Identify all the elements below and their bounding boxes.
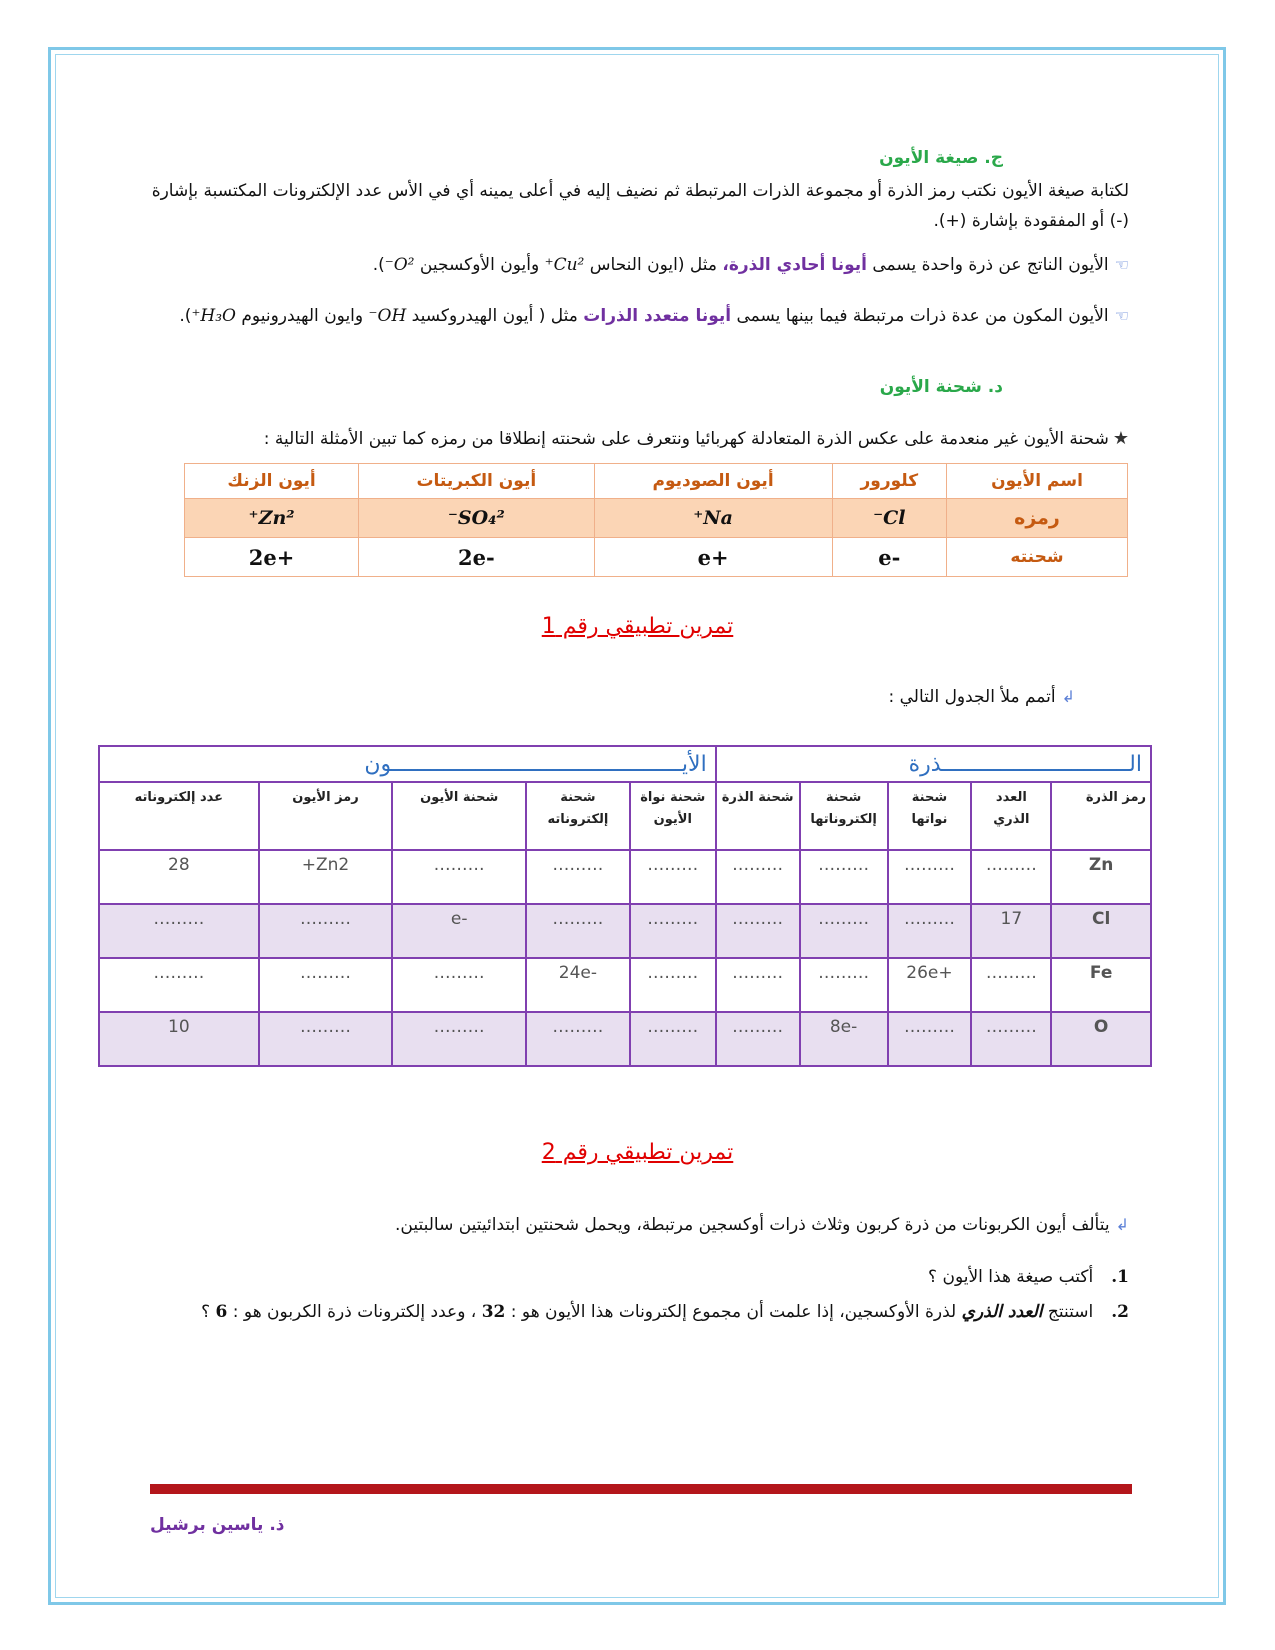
table-cell: Cl⁻ [832,499,946,538]
column-header: العدد الذري [971,782,1051,850]
table-group-row [99,746,1151,782]
table-cell: ……… [716,958,800,1012]
table-cell: +26e [888,958,972,1012]
table-row [185,538,1128,577]
ion-examples-table [184,463,1128,577]
table-cell: +2e [185,538,359,577]
exercise-1-title: تمرين تطبيقي رقم 1 [541,614,734,639]
table-cell: ……… [392,850,526,904]
table-cell: 10 [99,1012,259,1066]
table-cell: ……… [526,904,630,958]
footer-divider [150,1484,1132,1494]
table-cell: كلورور [832,464,946,499]
table-label: اسم الأيون [946,464,1127,499]
table-cell: ……… [630,1012,716,1066]
table-cell: Fe [1051,958,1151,1012]
table-cell: ……… [99,958,259,1012]
table-cell: ……… [259,958,393,1012]
table-cell: ……… [526,850,630,904]
pointing-hand-icon: ☜ [1114,306,1129,325]
bullet-monoatomic: ☜الأيون الناتج عن ذرة واحدة يسمى أيونا أحادي الذرة، مثل (ايون النحاس Cu²⁺ وأيون الأوكسجين O²⁻). [372,255,1129,275]
pointing-hand-icon: ☜ [1114,255,1129,274]
table-cell: ……… [971,958,1051,1012]
table-cell: ……… [630,958,716,1012]
table-cell: 28 [99,850,259,904]
column-header: شحنة نواتها [888,782,972,850]
table-cell: Zn2+ [259,850,393,904]
table-cell: Cl [1051,904,1151,958]
table-row [185,464,1128,499]
table-cell: ……… [259,904,393,958]
table-row [99,958,1151,1012]
table-row [99,850,1151,904]
column-header: رمز الأيون [259,782,393,850]
table-cell: أيون الصوديوم [594,464,832,499]
table-cell: ……… [800,850,888,904]
table-cell: Na⁺ [594,499,832,538]
table-cell: ……… [392,958,526,1012]
table-row [99,1012,1151,1066]
table-cell: أيون الكبريتات [359,464,594,499]
table-header-row [99,782,1151,850]
group-header-atom: الـــــــــــــــــــــــــــــذرة [716,746,1151,782]
column-header: شحنة الذرة [716,782,800,850]
table-cell: ……… [526,1012,630,1066]
table-cell: ……… [971,1012,1051,1066]
table-label: شحنته [946,538,1127,577]
table-cell: -8e [800,1012,888,1066]
column-header: شحنة الأيون [392,782,526,850]
table-cell: ……… [888,1012,972,1066]
star-icon: ★ [1112,428,1129,449]
question-2: 2.استنتج العدد الذري لذرة الأوكسجين، إذا علمت أن مجموع إلكترونات هذا الأيون هو : 32 ، وعدد إلكترونات ذرة الكربون هو : 6 ؟ [201,1302,1129,1322]
table-row [99,904,1151,958]
section-c-heading: ج. صيغة الأيون [879,148,1003,168]
table-cell: +e [594,538,832,577]
table-label: رمزه [946,499,1127,538]
column-header: رمز الذرة [1051,782,1151,850]
table-cell: ……… [716,904,800,958]
exercise-2-intro: ↲يتألف أيون الكربونات من ذرة كربون وثلاث ذرات أوكسجين مرتبطة، ويحمل شحنتين ابتدائيتين سالبتين. [394,1215,1129,1235]
table-cell: Zn²⁺ [185,499,359,538]
section-d-intro: ★شحنة الأيون غير منعدمة على عكس الذرة المتعادلة كهربائيا ونتعرف على شحنته إنطلاقا من رمزه كما تبين الأمثلة التالية : [263,428,1129,449]
table-cell: ……… [888,850,972,904]
table-cell: -e [392,904,526,958]
author-name: ذ. ياسين برشيل [150,1515,285,1535]
table-cell: ……… [259,1012,393,1066]
arrow-icon: ↲ [1061,687,1075,706]
arrow-icon: ↲ [1115,1215,1129,1234]
table-cell: -e [832,538,946,577]
table-cell: -2e [359,538,594,577]
table-cell: Zn [1051,850,1151,904]
table-cell: ……… [99,904,259,958]
table-cell: 17 [971,904,1051,958]
column-header: عدد إلكتروناته [99,782,259,850]
column-header: شحنة إلكتروناتها [800,782,888,850]
exercise-1-instruction: ↲أتمم ملأ الجدول التالي : [888,687,1075,707]
table-cell: ……… [971,850,1051,904]
table-cell: -24e [526,958,630,1012]
section-c-intro: لكتابة صيغة الأيون نكتب رمز الذرة أو مجموعة الذرات المرتبطة ثم نضيف إليه في أعلى يمينه أي في الأس عدد الإلكترونات المكتسبة بإشارة (-) أو المفقودة بإشارة (+). [151,181,1129,231]
question-1: 1.أكتب صيغة هذا الأيون ؟ [928,1267,1129,1287]
exercise-2-title: تمرين تطبيقي رقم 2 [541,1140,734,1165]
table-cell: ……… [630,850,716,904]
table-cell: ……… [630,904,716,958]
column-header: شحنة نواة الأيون [630,782,716,850]
column-header: شحنة إلكتروناته [526,782,630,850]
section-d-heading: د. شحنة الأيون [879,377,1003,397]
table-row [185,499,1128,538]
table-cell: ……… [888,904,972,958]
table-cell: ……… [716,850,800,904]
table-cell: ……… [716,1012,800,1066]
group-header-ion: الأيـــــــــــــــــــــــــــــــــــــــــــــون [99,746,716,782]
table-cell: ……… [800,904,888,958]
table-cell: ……… [800,958,888,1012]
table-cell: أيون الزنك [185,464,359,499]
exercise-1-table [98,745,1152,1067]
table-cell: O [1051,1012,1151,1066]
table-cell: ……… [392,1012,526,1066]
table-cell: SO₄²⁻ [359,499,594,538]
bullet-polyatomic: ☜الأيون المكون من عدة ذرات مرتبطة فيما بينها يسمى أيونا متعدد الذرات مثل ( أيون الهيدروكسيد OH⁻ وايون الهيدرونيوم H₃O⁺). [179,306,1129,326]
